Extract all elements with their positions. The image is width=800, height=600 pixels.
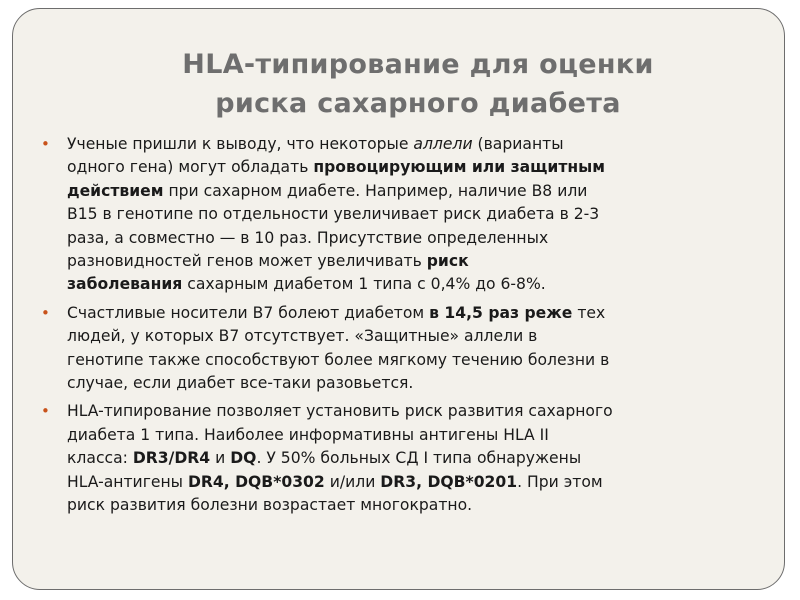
text-line: генотипе также способствуют более мягкому течению болезни в <box>67 350 610 369</box>
bold-text: DR3, DQB*0201 <box>380 472 518 491</box>
bold-text: риск <box>426 252 469 271</box>
text-run: и/или <box>324 472 381 491</box>
text-run: класса: <box>67 449 133 468</box>
bullet-dot-icon: • <box>41 303 50 322</box>
text-line: HLA-типирование позволяет установить риск развития сахарного <box>67 402 613 421</box>
text-run: одного гена) могут обладать <box>67 158 314 177</box>
text-line <box>67 447 769 470</box>
text-line: риск развития болезни возрастает многократно. <box>67 496 473 515</box>
text-line <box>67 133 769 156</box>
text-run: Счастливые носители В7 болеют диабетом <box>67 303 430 322</box>
title-line-1: HLA-типирование для оценки <box>182 49 654 80</box>
text-line: диабета 1 типа. Наиболее информативны антигены HLA II <box>67 425 549 444</box>
text-line: людей, у которых В7 отсутствует. «Защитные» аллели в <box>67 327 538 346</box>
text-line <box>67 471 769 494</box>
text-line <box>67 250 769 273</box>
bullet-item <box>39 400 769 517</box>
slide-title <box>53 45 783 123</box>
slide-content <box>39 133 769 523</box>
bold-text: действием <box>67 181 164 200</box>
bold-text: DR4, DQB*0302 <box>187 472 325 491</box>
slide-frame <box>12 8 785 590</box>
bold-text: DQ <box>230 449 257 468</box>
title-line-2: риска сахарного диабета <box>215 88 621 119</box>
bold-text: DR3/DR4 <box>132 449 211 468</box>
bold-text: заболевания <box>67 275 183 294</box>
text-run: (варианты <box>472 135 564 153</box>
text-line <box>67 273 769 296</box>
text-line: случае, если диабет все-таки разовьется. <box>67 374 414 393</box>
bullet-dot-icon: • <box>41 402 50 421</box>
text-run: . У 50% больных СД I типа обнаружены <box>256 449 582 468</box>
text-run: и <box>210 449 231 468</box>
bold-text: провоцирующим или защитным <box>313 158 605 177</box>
text-line: раза, а совместно — в 10 раз. Присутствие определенных <box>67 228 549 247</box>
bullet-dot-icon: • <box>41 135 50 153</box>
bullet-item <box>39 302 769 396</box>
text-line <box>67 302 769 325</box>
text-run: HLA-антигены <box>67 472 188 491</box>
bold-text: в 14,5 раз реже <box>429 303 573 322</box>
text-run: сахарным диабетом 1 типа с 0,4% до 6-8%. <box>182 275 546 294</box>
bullet-item <box>39 133 769 297</box>
text-line <box>67 156 769 179</box>
text-run: . При этом <box>517 472 603 491</box>
italic-text: аллели <box>413 135 473 153</box>
text-run: при сахарном диабете. Например, наличие В8 или <box>163 181 588 200</box>
text-line <box>67 180 769 203</box>
text-run: разновидностей генов может увеличивать <box>67 252 427 271</box>
text-line: В15 в генотипе по отдельности увеличивает риск диабета в 2-3 <box>67 205 600 224</box>
text-run: Ученые пришли к выводу, что некоторые <box>67 135 414 153</box>
text-run: тех <box>572 303 606 322</box>
